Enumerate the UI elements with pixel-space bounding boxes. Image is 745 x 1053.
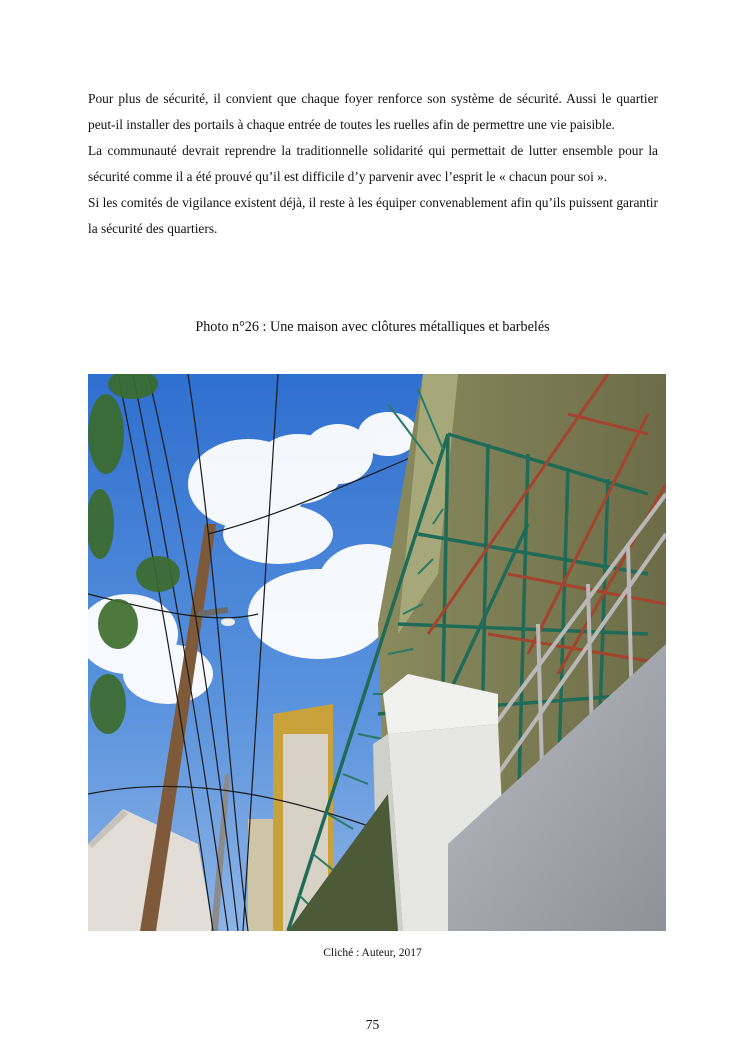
photo-credit: Cliché : Auteur, 2017: [323, 947, 422, 959]
page-number: 75: [365, 1017, 380, 1032]
paragraph-1: Pour plus de sécurité, il convient que chaque foyer renforce son système de sécurité. Aussi le quartier peut-il installer des portails à chaque entrée de toutes les ruelles afin de permettre une vie paisible.: [88, 91, 658, 132]
paragraph-3: Si les comités de vigilance existent déjà, il reste à les équiper convenablement afin qu’ils puissent garantir la sécurité des quartiers.: [88, 195, 658, 236]
body-text: [88, 86, 658, 242]
photo: [88, 374, 666, 931]
figure-caption: Photo n°26 : Une maison avec clôtures métalliques et barbelés: [195, 319, 550, 335]
paragraph-2: La communauté devrait reprendre la traditionnelle solidarité qui permettait de lutter ensemble pour la sécurité comme il a été prouvé qu’il est difficile d’y parvenir avec l’esprit le « chacun pour soi ».: [88, 143, 658, 184]
